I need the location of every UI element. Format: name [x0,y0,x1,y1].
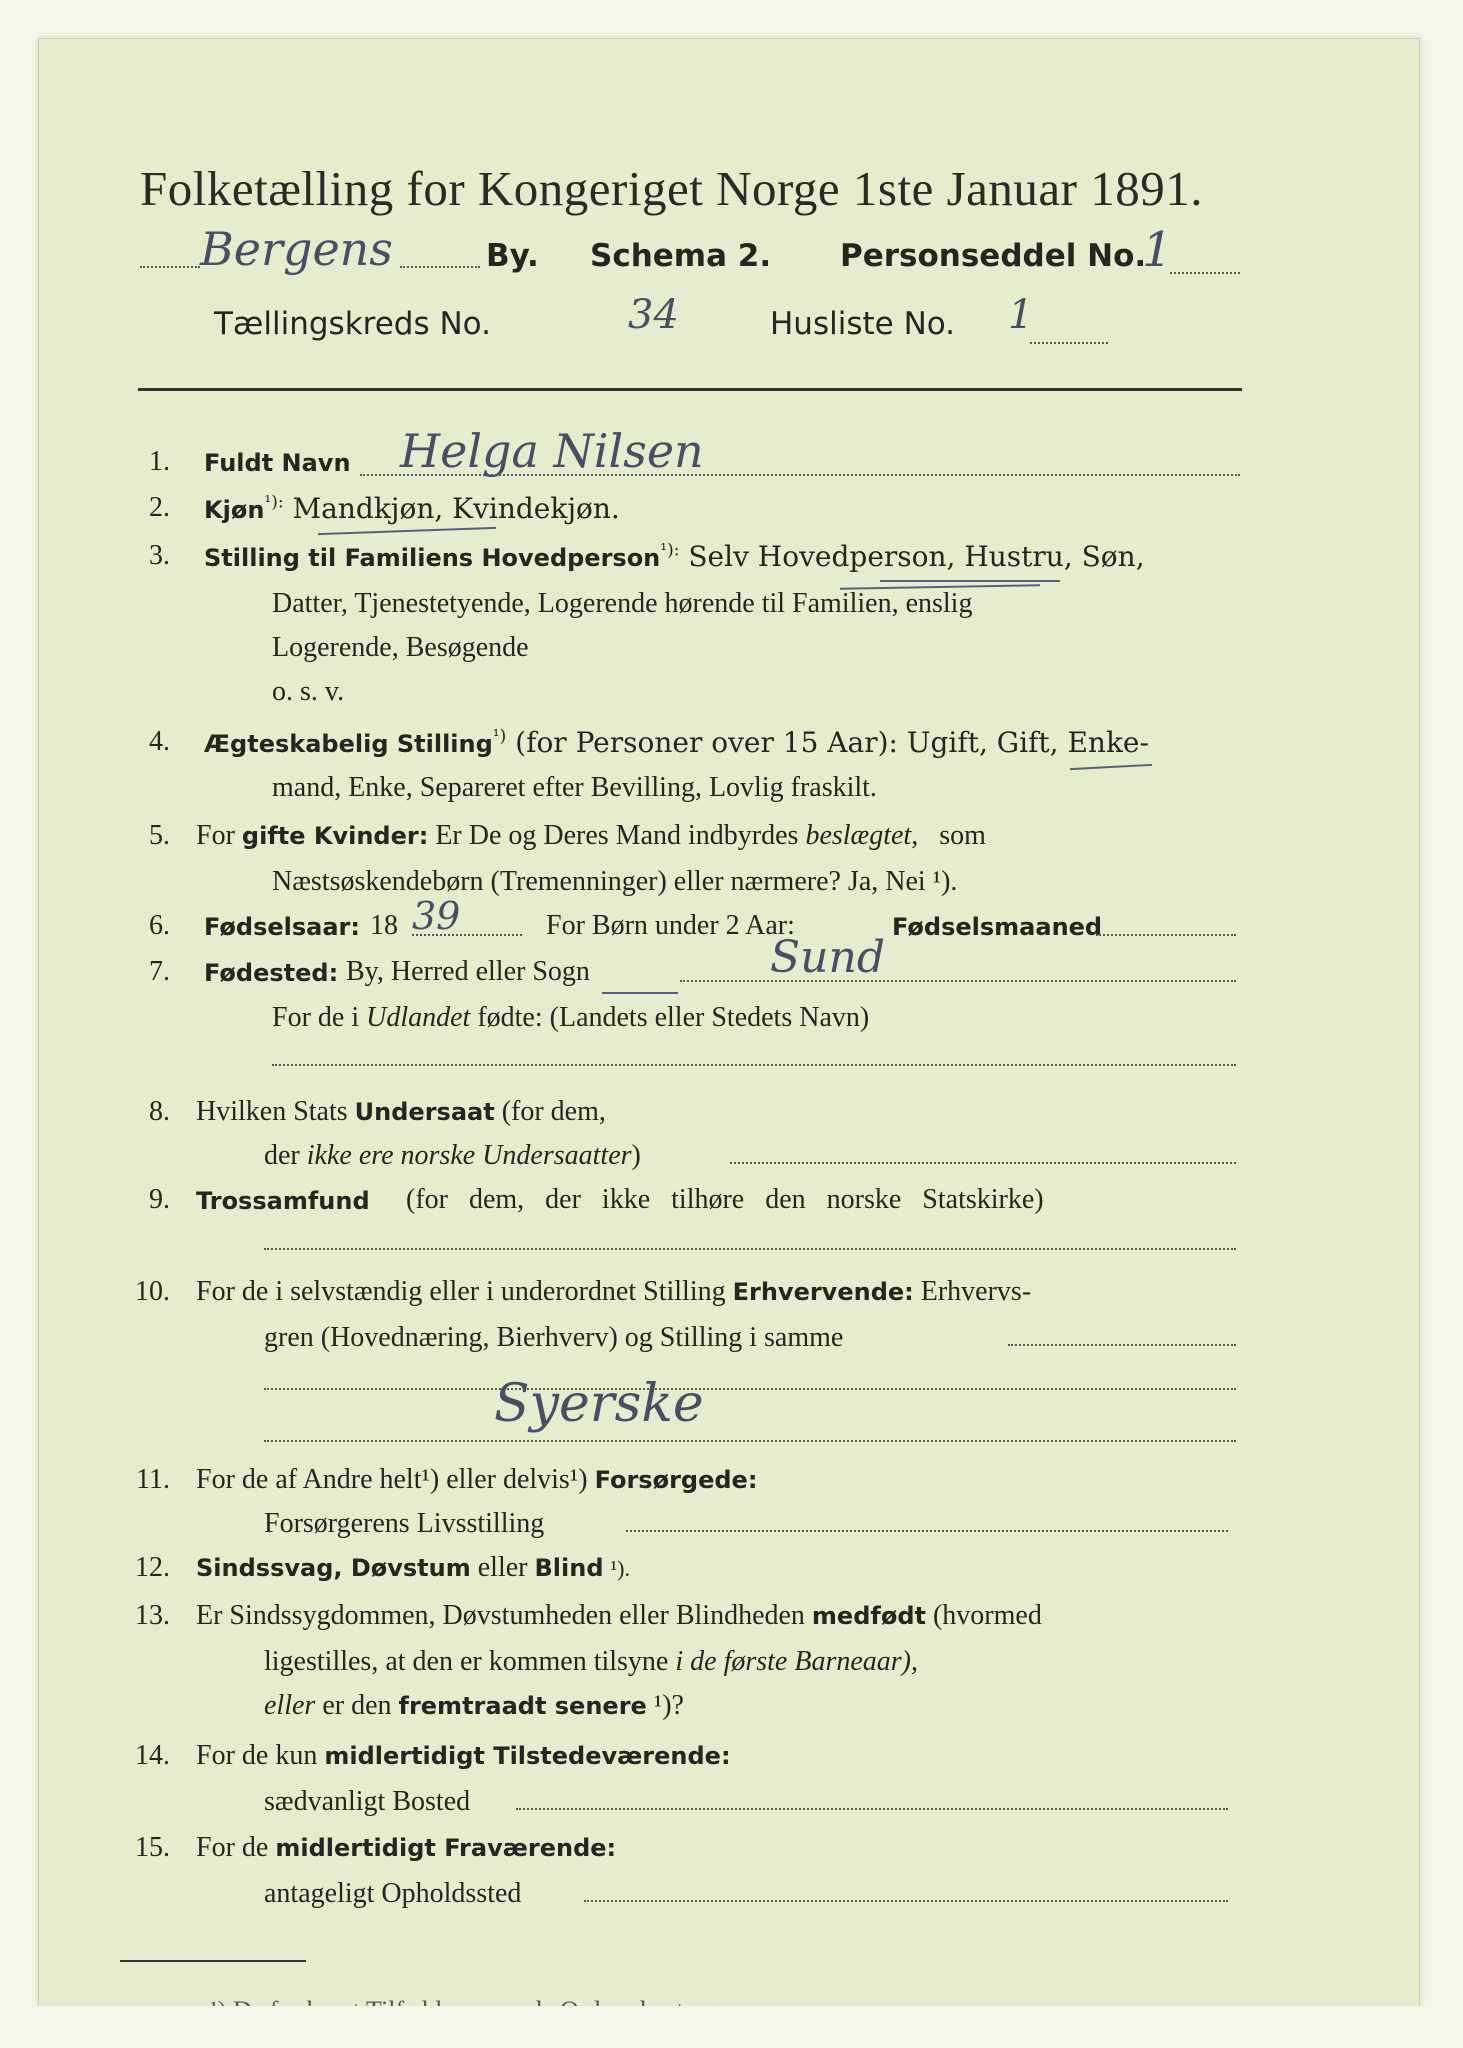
q13-line2 [264,1646,918,1678]
husliste-number: 1 [1008,292,1034,338]
q11-label: Forsørgede: [594,1466,758,1494]
q5-text-end: som [939,820,986,851]
q10-dotted-line-2 [264,1388,1236,1390]
q6-label: Fødselsaar: [204,913,360,941]
q5-label: gifte Kvinder: [241,822,429,850]
q2-number: 2. [149,492,170,523]
kreds-number: 34 [628,292,679,338]
q5-number: 5. [149,820,170,851]
q11-line1 [196,1464,757,1496]
personseddel-dotted-line [1170,272,1240,274]
q7-number: 7. [149,956,170,987]
q1-answer-name: Helga Nilsen [400,424,704,478]
q1-number: 1. [149,446,170,477]
q3-line2: Datter, Tjenestetyende, Logerende hørende til Familien, enslig [272,588,973,619]
q8-text-pre: Hvilken Stats [196,1096,348,1127]
header-divider [138,388,1242,391]
q9-text: (for dem, der ikke tilhøre den norske Statskirke) [406,1184,1044,1215]
q3-line4: o. s. v. [272,676,345,707]
q10-number: 10. [135,1276,170,1307]
q7-line2-post: fødte: (Landets eller Stedets Navn) [477,1002,870,1033]
q7-answer-place: Sund [770,932,885,983]
q3-number: 3. [149,540,170,571]
q13-line1-post: (hvormed [932,1600,1042,1631]
q12-line [196,1552,630,1584]
q14-line1 [196,1740,731,1772]
q7-dotted-line [680,980,1236,982]
q15-text-pre: For de [196,1832,269,1863]
q6-year-prefix: 18 [370,910,398,941]
q8-line2-pre: der [264,1140,300,1171]
q13-line3-italic: eller [264,1690,316,1721]
q3-label: Stilling til Familiens Hovedperson [204,544,661,572]
q10-dotted-line-3 [264,1440,1236,1442]
q5-line2: Næstsøskendebørn (Tremenninger) eller nærmere? Ja, Nei ¹). [272,866,958,897]
q13-label2: fremtraadt senere [398,1692,647,1720]
city-dotted-line-left [140,266,200,268]
q13-line3 [264,1690,684,1722]
q7-line2-italic: Udlandet [366,1002,471,1033]
q14-dotted-line [516,1808,1228,1810]
q5-line1 [196,820,986,852]
q8-line1 [196,1096,606,1128]
q10-dotted-line-1 [1008,1344,1236,1346]
q6-year-handwritten: 39 [412,894,461,938]
q3-line3: Logerende, Besøgende [272,632,529,663]
q3-footnote-mark: ¹): [660,540,680,561]
kreds-label: Tællingskreds No. [214,306,491,342]
q12-label2: Blind [534,1554,604,1582]
q13-line2-italic: i de første Barneaar), [675,1646,918,1677]
q13-line1 [196,1600,1042,1632]
q2-footnote-mark: ¹): [264,492,284,513]
q13-line3-mid: er den [322,1690,392,1721]
q12-number: 12. [135,1552,170,1583]
q11-line2: Forsørgerens Livsstilling [264,1508,545,1539]
city-dotted-line-right [400,266,480,268]
q14-text-pre: For de kun [196,1740,318,1771]
q13-number: 13. [135,1600,170,1631]
husliste-label: Husliste No. [770,306,956,342]
q13-line2-pre: ligestilles, at den er kommen tilsyne [264,1646,669,1677]
q8-line2 [264,1140,641,1172]
q14-line2: sædvanligt Bosted [264,1786,471,1817]
q3-text1: Selv Hovedperson, Hustru, Søn, [688,540,1145,573]
q9-dotted-line [264,1248,1236,1250]
q5-text1: Er De og Deres Mand indbyrdes [435,820,799,851]
q8-line2-post: ) [631,1140,641,1171]
q4-line2: mand, Enke, Separeret efter Bevilling, Lovlig fraskilt. [272,772,877,803]
q15-line1 [196,1832,616,1864]
q8-label: Undersaat [354,1098,495,1126]
q2-text: Mandkjøn, Kvindekjøn. [292,492,620,525]
q10-line1 [196,1276,1031,1308]
q2-label: Kjøn [204,496,265,524]
q11-text-pre: For de af Andre helt¹) eller delvis¹) [196,1464,588,1495]
q8-number: 8. [149,1096,170,1127]
q4-line1 [204,726,1149,759]
q11-number: 11. [136,1464,170,1495]
q5-text-italic: beslægtet, [805,820,919,851]
q15-line2: antageligt Opholdssted [264,1878,522,1909]
q4-footnote-mark: ¹) [492,726,507,747]
q3-line1 [204,540,1145,573]
q6-year-dotted-line [412,934,522,936]
q4-label: Ægteskabelig Stilling [204,730,493,758]
q15-label: midlertidigt Fraværende: [275,1834,617,1862]
q4-text1: (for Personer over 15 Aar): Ugift, Gift, Enke- [515,726,1149,759]
q10-label: Erhvervende: [732,1278,914,1306]
q7-line2-pre: For de i [272,1002,360,1033]
q6-number: 6. [149,910,170,941]
q7-underline-sogn [602,992,678,994]
q8-dotted-line [730,1162,1236,1164]
q9-label: Trossamfund [196,1187,370,1215]
q15-number: 15. [135,1832,170,1863]
q2-line [204,492,620,525]
q12-label: Sindssvag, Døvstum [196,1554,471,1582]
page-bottom-edge [0,2006,1463,2048]
q14-label: midlertidigt Tilstedeværende: [324,1742,731,1770]
q8-text-post: (for dem, [501,1096,606,1127]
q6-label2: Fødselsmaaned [892,913,1103,941]
q7-label: Fødested: [204,959,339,987]
schema-label: Schema 2. [590,238,772,274]
q10-answer-occupation: Syerske [494,1374,704,1434]
q1-label: Fuldt Navn [204,449,351,477]
q8-line2-italic: ikke ere norske Undersaatter [306,1140,632,1171]
q10-line2: gren (Hovednæring, Bierhverv) og Stilling i samme [264,1322,844,1353]
q11-dotted-line [626,1530,1228,1532]
q13-line3-post: ¹)? [653,1690,684,1721]
personseddel-label: Personseddel No. [840,238,1147,274]
q6-month-dotted-line [1096,934,1236,936]
footnote-rule [120,1960,306,1962]
q7-abroad-dotted-line [272,1064,1236,1066]
q3-underline-hovedperson [880,580,1060,582]
q7-text: By, Herred eller Sogn [346,956,590,987]
q12-footnote-mark: ¹). [610,1556,630,1581]
city-handwritten: Bergens [200,222,393,276]
form-title: Folketælling for Kongeriget Norge 1ste Januar 1891. [140,161,1203,216]
q10-text-pre: For de i selvstændig eller i underordnet Stilling [196,1276,726,1307]
q6-text: For Børn under 2 Aar: [546,910,795,941]
q13-line1-pre: Er Sindssygdommen, Døvstumheden eller Blindheden [196,1600,805,1631]
q4-number: 4. [149,726,170,757]
q15-dotted-line [584,1900,1228,1902]
q5-label-pre: For [196,820,235,851]
q9-number: 9. [149,1184,170,1215]
personseddel-number: 1 [1142,222,1173,278]
q7-line2 [272,1002,869,1034]
q10-text-post: Erhvervs- [920,1276,1032,1307]
q12-mid: eller [477,1552,528,1583]
by-label: By. [486,238,539,274]
q13-label: medfødt [811,1602,926,1630]
q14-number: 14. [135,1740,170,1771]
husliste-dotted-line [1030,342,1108,344]
